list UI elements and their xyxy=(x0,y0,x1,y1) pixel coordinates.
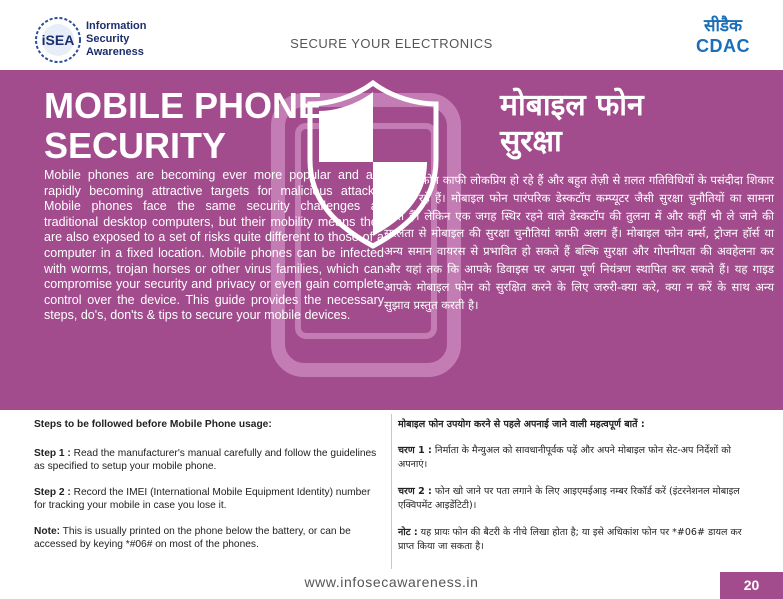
step-1 xyxy=(398,444,758,472)
steps-english xyxy=(34,418,384,564)
step-label: Step 1 : xyxy=(34,448,71,459)
title-line: मोबाइल फोन xyxy=(500,88,644,123)
org-line: Information xyxy=(86,20,147,32)
header-title: SECURE YOUR ELECTRONICS xyxy=(290,36,493,51)
step-text: Record the IMEI (International Mobile Equipment Identity) number for tracking your mobile in case you lose it. xyxy=(34,487,371,511)
steps-heading: Steps to be followed before Mobile Phone usage: xyxy=(34,419,272,430)
step-note xyxy=(398,526,758,554)
step-text: Read the manufacturer's manual carefully and follow the guidelines as specified to setup your mobile phone. xyxy=(34,448,377,472)
cdac-logo xyxy=(688,16,758,56)
step-2 xyxy=(398,485,758,513)
step-note xyxy=(34,525,384,551)
title-line: सुरक्षा xyxy=(500,124,562,159)
steps-heading: मोबाइल फोन उपयोग करने से पहले अपनाई जाने वाली महत्वपूर्ण बातें : xyxy=(398,419,645,430)
page-title-hindi xyxy=(500,88,644,160)
title-line: SECURITY xyxy=(44,125,227,166)
note-label: नोट : xyxy=(398,527,418,538)
step-2 xyxy=(34,486,384,512)
step-text: फोन खो जाने पर पता लगाने के लिए आइएमईआइ नम्बर रिकॉर्ड करें (इंटरनेशनल मोबाइल एक्विपमेंट आइडेंटिटी)। xyxy=(398,486,740,511)
note-text: This is usually printed on the phone below the battery, or can be accessed by keying *#06# on most of the phones. xyxy=(34,526,351,550)
cdac-hindi-text: सीडैक xyxy=(703,16,743,36)
title-line: MOBILE PHONE xyxy=(44,85,323,126)
step-label: चरण 2 : xyxy=(398,486,432,497)
page-header xyxy=(0,0,783,70)
steps-hindi xyxy=(398,418,758,567)
note-text: यह प्रायः फोन की बैटरी के नीचे लिखा होता है; या इसे अधिकांश फोन पर *#06# डायल कर प्राप्त किया जा सकता है। xyxy=(398,527,742,552)
page-number: 20 xyxy=(720,572,783,599)
cdac-latin-text: CDAC xyxy=(696,36,750,56)
org-line: Security xyxy=(86,33,130,45)
intro-english: Mobile phones are becoming ever more popular and are rapidly becoming attractive targets for malicious attacks. Mobile phones face the same security challenges as traditional desktop computers, but their mobility means they are also exposed to a set of risks quite different to those of a computer in a fixed location. Mobile phones can be infected with worms, trojan horses or other virus families, which can compromise your security and privacy or even gain complete control over the device. This guide provides the necessary steps, do's, don'ts & tips to secure your mobile devices. xyxy=(44,168,384,323)
intro-hindi: मोबाइल फोन काफी लोकप्रिय हो रहे हैं और बहुत तेज़ी से ग़लत गतिविधियों के पसंदीदा शिकार भी बन रहे हैं। मोबाइल फोन पारंपरिक डेस्कटॉप कम्प्यूटर जैसी सुरक्षा चुनौतियों का सामना करते हैं। लेकिन एक जगह स्थिर रहने वाले डेस्कटॉप की तुलना में और कहीं भी ले जाने की सरलता से मोबाइल की सुरक्षा चुनौतियां काफी अलग हैं। मोबाइल फोन वर्म्स, ट्रोजन हॉर्स या अन्य समान वायरस से प्रभावित हो सकते हैं बल्कि सुरक्षा और गोपनीयता की अवहेलना कर और यहां तक कि आपके डिवाइस पर अपना पूर्ण नियंत्रण स्थापित कर सकते हैं। यह गाइड आपके मोबाइल फोन को सुरक्षित करने के लिए जरुरी-क्या करे, क्या न करें के साथ अन्य सुझाव प्रस्तुत करती है। xyxy=(384,173,774,312)
isea-logo-text: iSEA xyxy=(41,32,75,48)
step-1 xyxy=(34,447,384,473)
org-line: Awareness xyxy=(86,46,144,58)
footer-url-link[interactable]: www.infosecawareness.in xyxy=(304,574,479,590)
step-label: चरण 1 : xyxy=(398,445,432,456)
note-label: Note: xyxy=(34,526,61,537)
step-text: निर्माता के मैन्युअल को सावधानीपूर्वक पढ़ें और अपने मोबाइल फोन सेट-अप निर्देशों को अपनाएं। xyxy=(398,445,731,470)
column-divider xyxy=(391,414,392,569)
step-label: Step 2 : xyxy=(34,487,71,498)
page-title-english xyxy=(44,86,322,166)
